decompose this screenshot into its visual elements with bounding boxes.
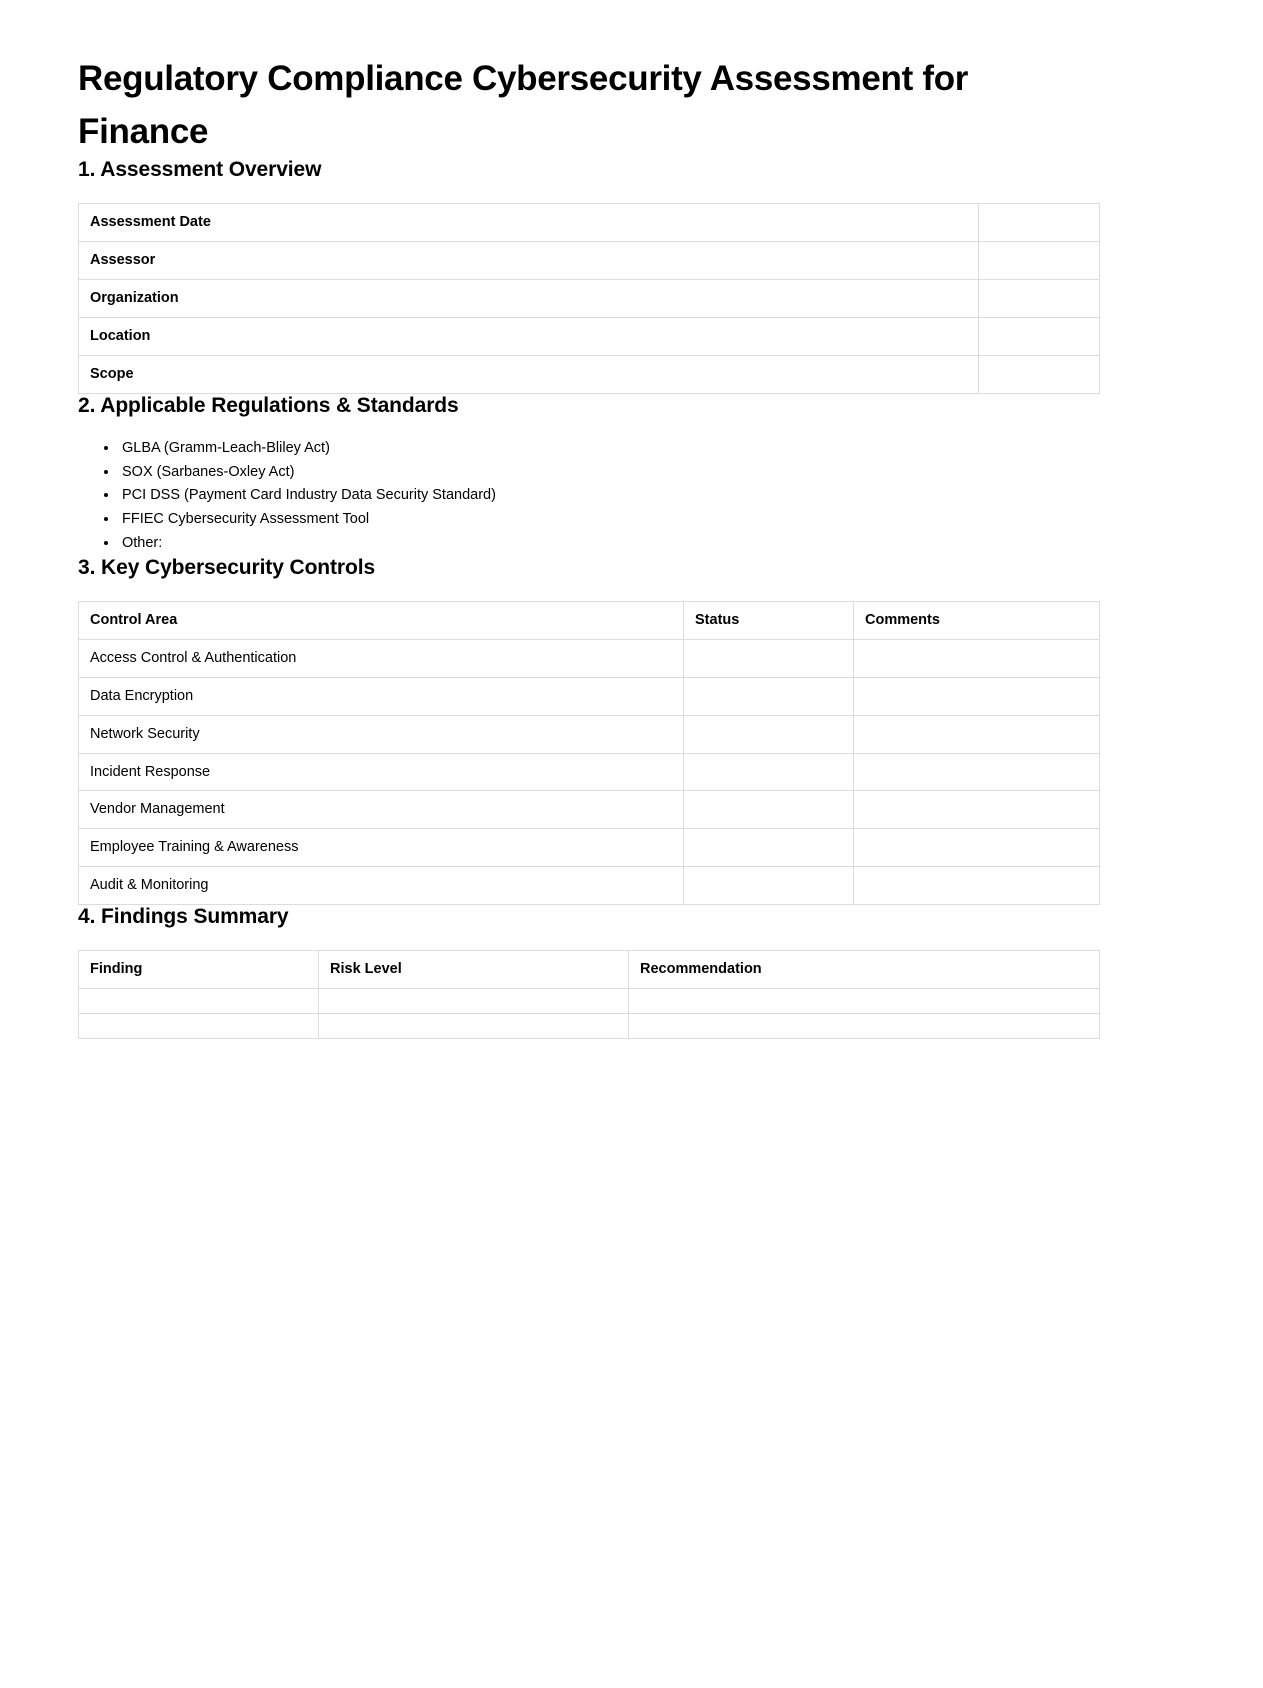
page-title: Regulatory Compliance Cybersecurity Assessment for Finance (78, 59, 969, 152)
table-row (79, 677, 1100, 715)
list-item: • SOX (Sarbanes-Oxley Act) (119, 461, 1188, 485)
section-heading-applicable-regulations: 2. Applicable Regulations & Standards (78, 393, 459, 417)
table-row (79, 1013, 1100, 1038)
list-item: • FFIEC Cybersecurity Assessment Tool (119, 508, 1188, 532)
recommendation-cell-row2[interactable] (629, 1013, 1100, 1038)
control-status-audit-monitoring[interactable] (684, 867, 854, 905)
overview-label-organization: Organization (79, 280, 979, 318)
control-area-access-control: Access Control & Authentication (79, 640, 684, 678)
column-header-comments: Comments (854, 602, 1100, 640)
overview-label-assessor: Assessor (79, 242, 979, 280)
column-header-finding: Finding (79, 950, 319, 988)
control-area-employee-training: Employee Training & Awareness (79, 829, 684, 867)
table-row (79, 204, 1100, 242)
overview-label-location: Location (79, 317, 979, 355)
recommendation-cell-row1[interactable] (629, 988, 1100, 1013)
table-row (79, 829, 1100, 867)
control-status-access-control[interactable] (684, 640, 854, 678)
finding-cell-row1[interactable] (79, 988, 319, 1013)
control-comments-data-encryption[interactable] (854, 677, 1100, 715)
overview-value-scope[interactable] (979, 355, 1100, 393)
control-comments-access-control[interactable] (854, 640, 1100, 678)
table-row (79, 242, 1100, 280)
control-area-incident-response: Incident Response (79, 753, 684, 791)
table-row (79, 317, 1100, 355)
table-row (79, 753, 1100, 791)
section-heading-key-cybersecurity-controls: 3. Key Cybersecurity Controls (78, 556, 376, 580)
control-comments-network-security[interactable] (854, 715, 1100, 753)
overview-value-assessment-date[interactable] (979, 204, 1100, 242)
control-status-network-security[interactable] (684, 715, 854, 753)
control-status-incident-response[interactable] (684, 753, 854, 791)
table-row (79, 640, 1100, 678)
control-comments-vendor-management[interactable] (854, 791, 1100, 829)
key-controls-table (78, 601, 1100, 905)
table-row (79, 791, 1100, 829)
table-row (79, 867, 1100, 905)
control-comments-audit-monitoring[interactable] (854, 867, 1100, 905)
risk-level-cell-row2[interactable] (319, 1013, 629, 1038)
list-item: • PCI DSS (Payment Card Industry Data Security Standard) (119, 484, 1188, 508)
findings-summary-table (78, 950, 1100, 1039)
control-area-vendor-management: Vendor Management (79, 791, 684, 829)
control-status-employee-training[interactable] (684, 829, 854, 867)
overview-value-assessor[interactable] (979, 242, 1100, 280)
finding-cell-row2[interactable] (79, 1013, 319, 1038)
overview-label-scope: Scope (79, 355, 979, 393)
risk-level-cell-row1[interactable] (319, 988, 629, 1013)
list-item: • GLBA (Gramm-Leach-Bliley Act) (119, 437, 1188, 461)
list-item: • Other: (119, 532, 1188, 556)
control-status-data-encryption[interactable] (684, 677, 854, 715)
section-heading-findings-summary: 4. Findings Summary (78, 904, 289, 928)
control-area-data-encryption: Data Encryption (79, 677, 684, 715)
control-area-network-security: Network Security (79, 715, 684, 753)
section-heading-assessment-overview: 1. Assessment Overview (78, 158, 322, 182)
control-comments-incident-response[interactable] (854, 753, 1100, 791)
overview-value-organization[interactable] (979, 280, 1100, 318)
assessment-overview-table (78, 203, 1100, 393)
table-row (79, 280, 1100, 318)
regulations-list (78, 437, 1188, 557)
table-row (79, 355, 1100, 393)
overview-value-location[interactable] (979, 317, 1100, 355)
column-header-recommendation: Recommendation (629, 950, 1100, 988)
column-header-control-area: Control Area (79, 602, 684, 640)
control-status-vendor-management[interactable] (684, 791, 854, 829)
table-header-row (79, 950, 1100, 988)
column-header-risk-level: Risk Level (319, 950, 629, 988)
control-area-audit-monitoring: Audit & Monitoring (79, 867, 684, 905)
overview-label-assessment-date: Assessment Date (79, 204, 979, 242)
control-comments-employee-training[interactable] (854, 829, 1100, 867)
table-header-row (79, 602, 1100, 640)
column-header-status: Status (684, 602, 854, 640)
table-row (79, 715, 1100, 753)
table-row (79, 988, 1100, 1013)
